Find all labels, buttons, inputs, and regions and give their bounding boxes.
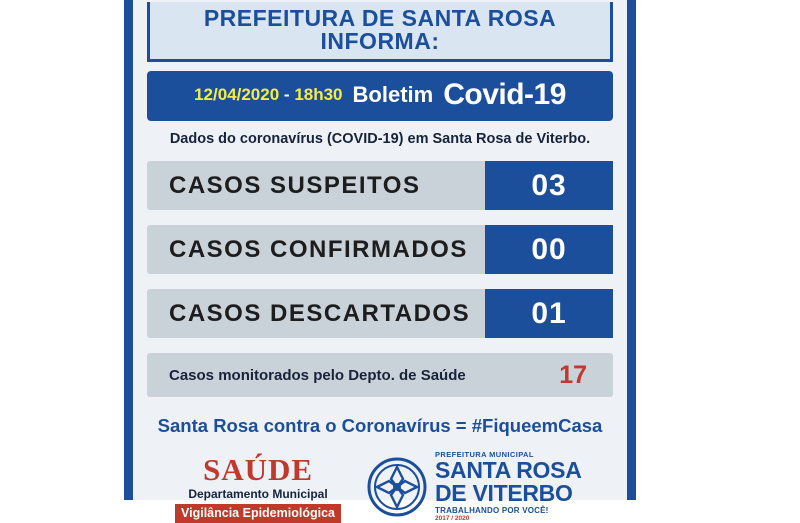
- bulletin-date: 12/04/2020: [194, 85, 280, 104]
- health-logo-subtitle: Departamento Municipal: [188, 486, 328, 501]
- bulletin-word: Boletim: [352, 82, 434, 107]
- stat-value: 03: [485, 161, 613, 210]
- campaign-slogan: Santa Rosa contra o Coronavírus = #FiqueemCasa: [157, 415, 603, 436]
- bulletin-time: 18h30: [294, 85, 343, 104]
- monitored-cases-value: 17: [559, 360, 587, 389]
- stat-label: CASOS SUSPEITOS: [169, 171, 421, 199]
- bulletin-subtitle: Dados do coronavírus (COVID-19) em Santa Rosa de Viterbo.: [169, 131, 591, 147]
- stat-row-confirmed: [147, 225, 613, 274]
- city-name-line2: DE VITERBO: [435, 479, 573, 506]
- stat-row-discarded: [147, 289, 613, 338]
- health-logo-word: SAÚDE: [202, 451, 314, 487]
- health-department-logo: [153, 451, 363, 523]
- city-hall-logo: [367, 451, 607, 523]
- bulletin-header: [147, 71, 613, 121]
- health-logo-tag: Vigilância Epidemiológica: [175, 504, 341, 523]
- bulletin-dash: -: [283, 85, 290, 104]
- page-title: PREFEITURA DE SANTA ROSA INFORMA:: [203, 5, 557, 54]
- bulletin-covid-label: Covid-19: [443, 78, 566, 111]
- poster-content: [133, 0, 627, 523]
- city-term-years: 2017 / 2020: [435, 515, 470, 523]
- monitored-cases-row: [147, 353, 613, 397]
- poster-frame: [124, 0, 636, 523]
- stat-value: 00: [485, 225, 613, 274]
- header-banner: [147, 2, 613, 62]
- city-name-line1: SANTA ROSA: [435, 456, 582, 483]
- stat-label: CASOS DESCARTADOS: [169, 299, 471, 327]
- footer-logos: [147, 451, 613, 523]
- city-emblem-icon: [367, 457, 427, 517]
- city-prefecture-label: PREFEITURA MUNICIPAL: [435, 450, 534, 459]
- bulletin-datetime: [194, 85, 342, 105]
- city-slogan: TRABALHANDO POR VOCÊ!: [435, 506, 549, 516]
- stat-label: CASOS CONFIRMADOS: [169, 235, 468, 263]
- stat-row-suspected: [147, 161, 613, 210]
- monitored-cases-label: Casos monitorados pelo Depto. de Saúde: [169, 366, 466, 384]
- city-logo-text: [435, 451, 582, 523]
- stats-list: [147, 161, 613, 397]
- stat-value: 01: [485, 289, 613, 338]
